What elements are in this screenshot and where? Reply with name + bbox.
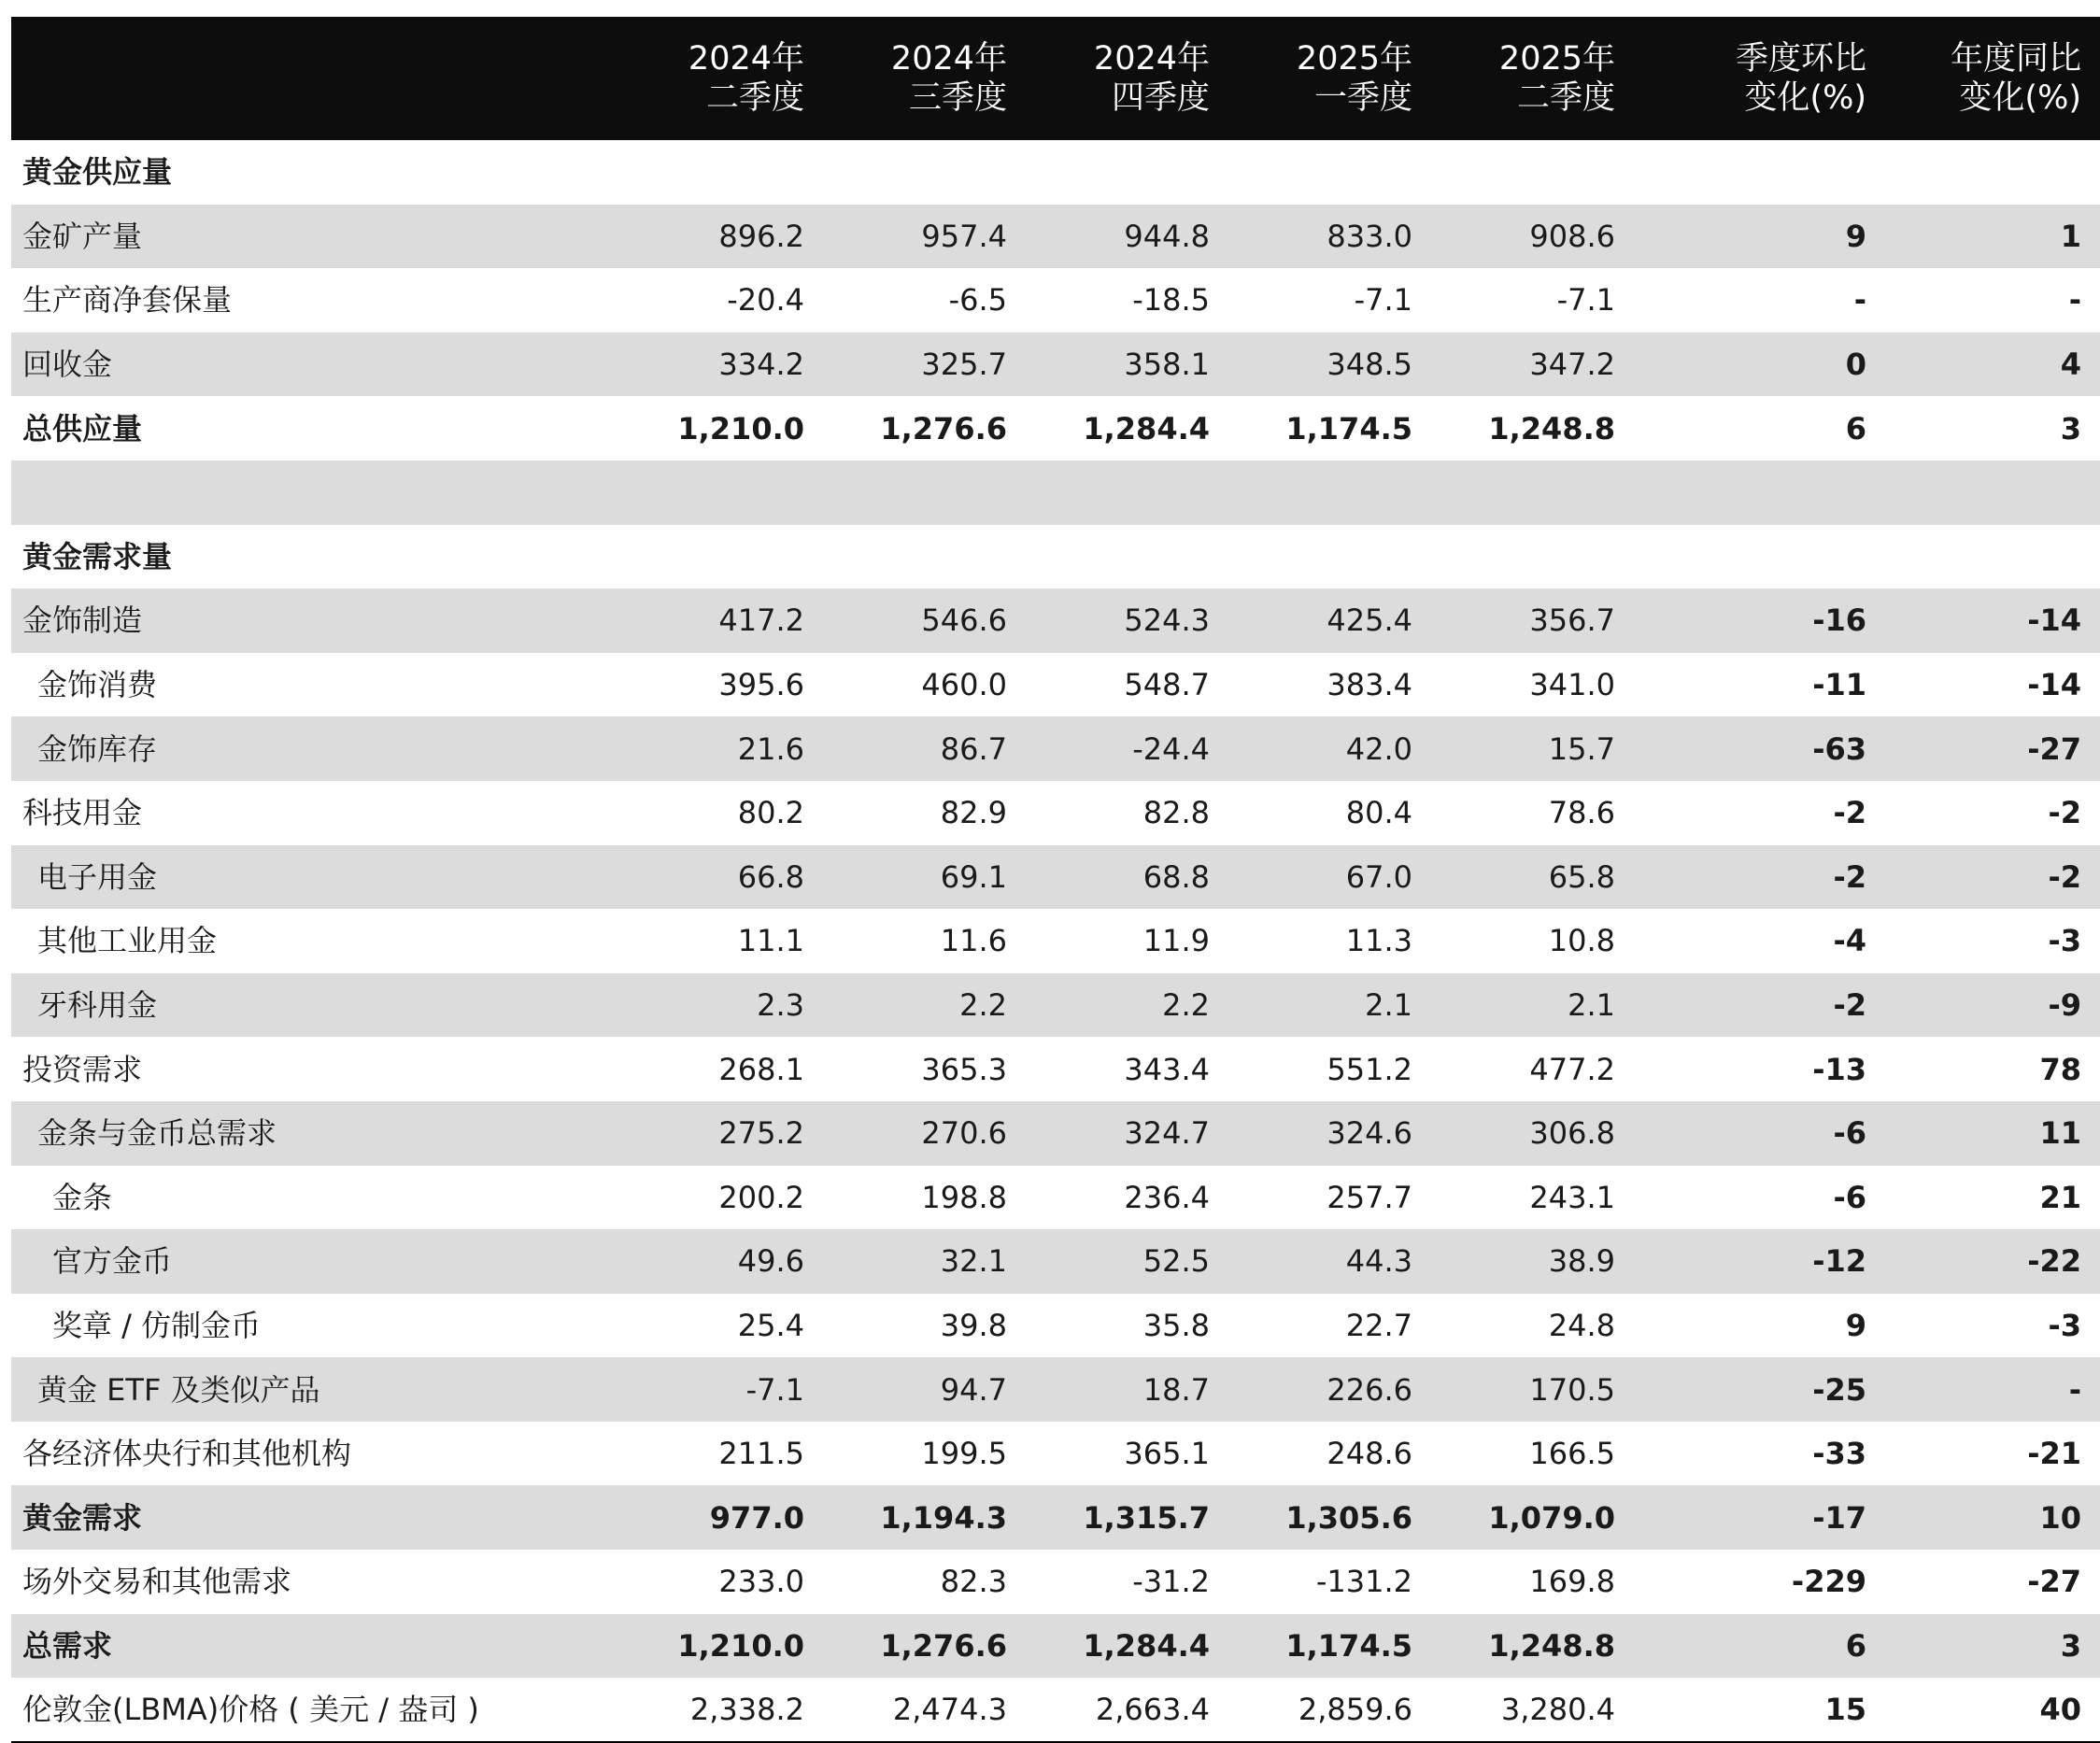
cell-2025-q1: 383.4 — [1327, 667, 1412, 703]
cell-2024-q2 — [609, 140, 812, 205]
cell-2024-q4: 1,284.4 — [1083, 1627, 1210, 1664]
cell-2025-q2: 306.8 — [1529, 1115, 1615, 1152]
cell-2025-q1: 248.6 — [1327, 1436, 1412, 1472]
cell-2024-q4: 343.4 — [1124, 1051, 1210, 1087]
row-label: 回收金 — [22, 347, 113, 383]
cell-2025-q2: 347.2 — [1529, 347, 1615, 383]
cell-2025-q2 — [1420, 525, 1623, 589]
row-label: 金条与金币总需求 — [37, 1115, 277, 1152]
cell-2024-q4: -18.5 — [1132, 282, 1210, 319]
cell-yoy-change: 3 — [2060, 410, 2081, 446]
table-row — [11, 1614, 2100, 1679]
cell-2024-q2: 896.2 — [718, 218, 804, 254]
table-row — [11, 333, 2100, 397]
cell-2024-q3: 11.6 — [940, 923, 1007, 959]
cell-2024-q4: 18.7 — [1142, 1371, 1210, 1408]
row-label: 金饰库存 — [37, 730, 158, 767]
cell-2025-q2: 24.8 — [1548, 1307, 1615, 1343]
row-label: 其他工业用金 — [37, 923, 218, 959]
cell-2025-q1: -131.2 — [1315, 1564, 1412, 1600]
table-body — [11, 140, 2100, 1742]
header-line: 2025年 — [1498, 40, 1615, 78]
cell-yoy-change: -2 — [2048, 858, 2081, 895]
row-label: 金饰制造 — [22, 602, 143, 639]
row-label: 金饰消费 — [37, 667, 158, 703]
cell-2025-q1 — [1217, 525, 1420, 589]
cell-2024-q2: 417.2 — [718, 602, 804, 639]
cell-2024-q4 — [1015, 461, 1217, 525]
header-line: 二季度 — [705, 79, 804, 117]
cell-2024-q3: 325.7 — [921, 347, 1007, 383]
cell-2024-q2: 49.6 — [737, 1243, 804, 1280]
table-row — [11, 716, 2100, 781]
cell-2025-q1: 348.5 — [1327, 347, 1412, 383]
cell-2024-q4: 68.8 — [1142, 858, 1210, 895]
cell-2024-q4: 2,663.4 — [1095, 1692, 1210, 1728]
table-row — [11, 1037, 2100, 1101]
cell-2024-q3: 94.7 — [940, 1371, 1007, 1408]
cell-2024-q3 — [812, 140, 1015, 205]
cell-2024-q3: 69.1 — [940, 858, 1007, 895]
cell-qoq-change: -4 — [1833, 923, 1866, 959]
cell-2024-q2: 275.2 — [718, 1115, 804, 1152]
cell-2024-q2: 233.0 — [718, 1564, 804, 1600]
table-row — [11, 1166, 2100, 1230]
cell-2025-q1: 425.4 — [1327, 602, 1412, 639]
header-line: 2024年 — [890, 40, 1007, 78]
cell-qoq-change: -12 — [1812, 1243, 1866, 1280]
table-row — [11, 1678, 2100, 1742]
cell-2025-q1: 257.7 — [1327, 1179, 1412, 1215]
cell-2024-q2: 66.8 — [737, 858, 804, 895]
table-row — [11, 973, 2100, 1038]
table-row — [11, 1294, 2100, 1358]
cell-2025-q1: 44.3 — [1345, 1243, 1412, 1280]
cell-2024-q3: 199.5 — [921, 1436, 1007, 1472]
cell-qoq-change: -16 — [1812, 602, 1866, 639]
cell-2024-q2: 334.2 — [718, 347, 804, 383]
header-line: 变化(%) — [1959, 79, 2081, 117]
cell-qoq-change: -2 — [1833, 987, 1866, 1024]
cell-2024-q3: 86.7 — [940, 730, 1007, 767]
cell-2024-q4: -24.4 — [1132, 730, 1210, 767]
cell-qoq-change: -13 — [1812, 1051, 1866, 1087]
cell-yoy-change: 21 — [2039, 1179, 2081, 1215]
cell-qoq-change — [1623, 525, 1887, 589]
header-line: 四季度 — [1111, 79, 1210, 117]
cell-yoy-change: -3 — [2048, 1307, 2081, 1343]
cell-yoy-change: -27 — [2027, 730, 2081, 767]
cell-2025-q2: 341.0 — [1529, 667, 1615, 703]
cell-2025-q2: 78.6 — [1548, 795, 1615, 831]
cell-2025-q1: 324.6 — [1327, 1115, 1412, 1152]
cell-2025-q2: 1,248.8 — [1488, 1627, 1615, 1664]
cell-2025-q2 — [1420, 461, 1623, 525]
cell-2025-q2: 356.7 — [1529, 602, 1615, 639]
cell-2025-q2: 15.7 — [1548, 730, 1615, 767]
cell-2024-q3 — [812, 525, 1015, 589]
cell-yoy-change: -22 — [2027, 1243, 2081, 1280]
cell-qoq-change: 6 — [1845, 410, 1866, 446]
cell-2024-q3: 39.8 — [940, 1307, 1007, 1343]
section-header-row — [11, 525, 2100, 589]
cell-qoq-change: -6 — [1833, 1179, 1866, 1215]
cell-2025-q2 — [1420, 140, 1623, 205]
cell-2025-q2: 1,248.8 — [1488, 410, 1615, 446]
row-label: 伦敦金(LBMA)价格 ( 美元 / 盎司 ) — [22, 1692, 479, 1728]
cell-yoy-change — [1887, 140, 2100, 205]
cell-2024-q3: 460.0 — [921, 667, 1007, 703]
cell-2024-q4: 35.8 — [1142, 1307, 1210, 1343]
cell-2024-q2: 200.2 — [718, 1179, 804, 1215]
header-line: 一季度 — [1313, 79, 1412, 117]
cell-qoq-change: 6 — [1845, 1627, 1866, 1664]
row-label: 金矿产量 — [22, 218, 143, 254]
header-label-cell — [11, 17, 609, 140]
cell-2024-q2: -20.4 — [727, 282, 804, 319]
cell-2024-q2: 21.6 — [737, 730, 804, 767]
row-label: 场外交易和其他需求 — [22, 1564, 292, 1600]
cell-2025-q2: 477.2 — [1529, 1051, 1615, 1087]
row-label: 投资需求 — [22, 1051, 143, 1087]
table-row — [11, 653, 2100, 717]
cell-2025-q2: 169.8 — [1529, 1564, 1615, 1600]
cell-2025-q2: 243.1 — [1529, 1179, 1615, 1215]
cell-2024-q2: 395.6 — [718, 667, 804, 703]
row-label: 各经济体央行和其他机构 — [22, 1436, 352, 1472]
cell-2024-q3: 1,194.3 — [880, 1499, 1007, 1536]
cell-2025-q1: 2,859.6 — [1298, 1692, 1412, 1728]
table-row — [11, 205, 2100, 269]
row-label: 黄金需求量 — [22, 538, 173, 574]
cell-2025-q1: 80.4 — [1345, 795, 1412, 831]
cell-qoq-change: -33 — [1812, 1436, 1866, 1472]
cell-2024-q3: 270.6 — [921, 1115, 1007, 1152]
cell-qoq-change — [1623, 461, 1887, 525]
cell-2025-q2: 65.8 — [1548, 858, 1615, 895]
cell-qoq-change: -11 — [1812, 667, 1866, 703]
cell-qoq-change: 0 — [1845, 347, 1866, 383]
cell-yoy-change: -14 — [2027, 667, 2081, 703]
cell-2024-q4: 2.2 — [1162, 987, 1210, 1024]
cell-yoy-change: -21 — [2027, 1436, 2081, 1472]
cell-2024-q2 — [609, 525, 812, 589]
row-label: 奖章 / 仿制金币 — [52, 1307, 262, 1343]
row-label: 黄金需求 — [22, 1499, 143, 1536]
cell-2025-q2: 3,280.4 — [1500, 1692, 1615, 1728]
row-label: 黄金 ETF 及类似产品 — [37, 1371, 320, 1408]
cell-2024-q4: 365.1 — [1124, 1436, 1210, 1472]
cell-yoy-change: 11 — [2039, 1115, 2081, 1152]
cell-yoy-change: 10 — [2039, 1499, 2081, 1536]
cell-2025-q2: 2.1 — [1568, 987, 1615, 1024]
cell-qoq-change: 15 — [1824, 1692, 1866, 1728]
cell-yoy-change: 1 — [2060, 218, 2081, 254]
table-row — [11, 845, 2100, 910]
cell-2025-q1: 833.0 — [1327, 218, 1412, 254]
cell-yoy-change: 3 — [2060, 1627, 2081, 1664]
cell-2024-q2: 211.5 — [718, 1436, 804, 1472]
row-label — [11, 461, 609, 525]
cell-2024-q4: 358.1 — [1124, 347, 1210, 383]
header-2025-q1 — [1217, 17, 1420, 140]
header-yoy-change — [1887, 17, 2100, 140]
cell-2025-q2: 1,079.0 — [1488, 1499, 1615, 1536]
cell-2025-q2: 38.9 — [1548, 1243, 1615, 1280]
cell-2025-q1: 42.0 — [1345, 730, 1412, 767]
gold-supply-demand-table-container — [11, 17, 2081, 1743]
cell-yoy-change: 40 — [2039, 1692, 2081, 1728]
header-2025-q2 — [1420, 17, 1623, 140]
cell-qoq-change: -2 — [1833, 858, 1866, 895]
cell-2025-q2: 170.5 — [1529, 1371, 1615, 1408]
cell-2024-q2: 268.1 — [718, 1051, 804, 1087]
row-label: 官方金币 — [52, 1243, 173, 1280]
cell-2024-q2: 2,338.2 — [689, 1692, 804, 1728]
row-label: 电子用金 — [37, 858, 158, 895]
cell-2024-q3: 82.9 — [940, 795, 1007, 831]
cell-yoy-change: -2 — [2048, 795, 2081, 831]
cell-2024-q2: 1,210.0 — [677, 410, 804, 446]
cell-2024-q4: 548.7 — [1124, 667, 1210, 703]
header-qoq-change — [1623, 17, 1887, 140]
cell-2024-q3: 32.1 — [940, 1243, 1007, 1280]
header-line: 年度同比 — [1950, 40, 2081, 78]
table-row — [11, 588, 2100, 653]
header-2024-q3 — [812, 17, 1015, 140]
cell-2025-q2: -7.1 — [1556, 282, 1615, 319]
header-line: 2025年 — [1296, 40, 1412, 78]
cell-2024-q4: 524.3 — [1124, 602, 1210, 639]
cell-yoy-change: -27 — [2027, 1564, 2081, 1600]
table-row — [11, 781, 2100, 845]
spacer-row — [11, 461, 2100, 525]
cell-2024-q4: 52.5 — [1142, 1243, 1210, 1280]
cell-2024-q4: 944.8 — [1124, 218, 1210, 254]
header-line: 三季度 — [908, 79, 1007, 117]
cell-2024-q4: 236.4 — [1124, 1179, 1210, 1215]
cell-2025-q1: 1,174.5 — [1285, 410, 1412, 446]
cell-2025-q1: 226.6 — [1327, 1371, 1412, 1408]
row-label: 黄金供应量 — [22, 154, 173, 191]
cell-2024-q2: 977.0 — [709, 1499, 804, 1536]
cell-2024-q3: 82.3 — [940, 1564, 1007, 1600]
cell-2024-q3: 957.4 — [921, 218, 1007, 254]
cell-2025-q2: 908.6 — [1529, 218, 1615, 254]
table-row — [11, 268, 2100, 333]
cell-2024-q2: 2.3 — [757, 987, 804, 1024]
cell-yoy-change: - — [2068, 282, 2081, 319]
cell-qoq-change: -63 — [1812, 730, 1866, 767]
cell-qoq-change: -229 — [1791, 1564, 1866, 1600]
cell-2024-q3: 2,474.3 — [892, 1692, 1007, 1728]
cell-2025-q1: -7.1 — [1354, 282, 1412, 319]
cell-2025-q2: 166.5 — [1529, 1436, 1615, 1472]
cell-2024-q4: 1,315.7 — [1083, 1499, 1210, 1536]
cell-qoq-change: -6 — [1833, 1115, 1866, 1152]
cell-2024-q3: 1,276.6 — [880, 410, 1007, 446]
cell-yoy-change: - — [2068, 1371, 2081, 1408]
cell-2024-q2: 1,210.0 — [677, 1627, 804, 1664]
cell-2024-q2: 11.1 — [737, 923, 804, 959]
cell-2025-q1 — [1217, 461, 1420, 525]
cell-qoq-change — [1623, 140, 1887, 205]
row-label: 生产商净套保量 — [22, 282, 233, 319]
cell-yoy-change: 78 — [2039, 1051, 2081, 1087]
cell-2024-q4 — [1015, 140, 1217, 205]
table-row — [11, 1357, 2100, 1422]
header-2024-q4 — [1015, 17, 1217, 140]
header-line: 2024年 — [1093, 40, 1210, 78]
cell-yoy-change: -9 — [2048, 987, 2081, 1024]
cell-qoq-change: -25 — [1812, 1371, 1866, 1408]
cell-2024-q2: -7.1 — [745, 1371, 804, 1408]
cell-2024-q3: -6.5 — [948, 282, 1007, 319]
table-header-row — [11, 17, 2100, 140]
cell-2024-q2: 25.4 — [737, 1307, 804, 1343]
cell-2024-q3: 365.3 — [921, 1051, 1007, 1087]
table-row — [11, 1101, 2100, 1166]
cell-2024-q4: 11.9 — [1142, 923, 1210, 959]
cell-2025-q1: 67.0 — [1345, 858, 1412, 895]
cell-2024-q3 — [812, 461, 1015, 525]
header-2024-q2 — [609, 17, 812, 140]
cell-2025-q1: 1,305.6 — [1285, 1499, 1412, 1536]
header-line: 变化(%) — [1744, 79, 1866, 117]
cell-yoy-change — [1887, 525, 2100, 589]
table-row — [11, 1422, 2100, 1486]
gold-supply-demand-table — [11, 17, 2100, 1743]
header-line: 二季度 — [1516, 79, 1615, 117]
cell-2024-q2: 80.2 — [737, 795, 804, 831]
cell-2025-q1: 1,174.5 — [1285, 1627, 1412, 1664]
cell-2024-q4: -31.2 — [1132, 1564, 1210, 1600]
cell-2024-q4: 324.7 — [1124, 1115, 1210, 1152]
row-label: 金条 — [52, 1179, 113, 1215]
cell-2025-q1: 551.2 — [1327, 1051, 1412, 1087]
cell-qoq-change: -17 — [1812, 1499, 1866, 1536]
cell-qoq-change: 9 — [1845, 218, 1866, 254]
header-line: 季度环比 — [1735, 40, 1866, 78]
table-row — [11, 396, 2100, 461]
row-label: 总供应量 — [22, 410, 143, 446]
cell-2025-q1: 2.1 — [1365, 987, 1412, 1024]
row-label: 科技用金 — [22, 795, 143, 831]
cell-2024-q4: 82.8 — [1142, 795, 1210, 831]
table-row — [11, 909, 2100, 973]
cell-2024-q3: 1,276.6 — [880, 1627, 1007, 1664]
cell-2025-q2: 10.8 — [1548, 923, 1615, 959]
cell-2025-q1 — [1217, 140, 1420, 205]
section-header-row — [11, 140, 2100, 205]
cell-qoq-change: - — [1853, 282, 1866, 319]
cell-qoq-change: -2 — [1833, 795, 1866, 831]
cell-2024-q2 — [609, 461, 812, 525]
cell-qoq-change: 9 — [1845, 1307, 1866, 1343]
cell-2024-q3: 198.8 — [921, 1179, 1007, 1215]
cell-yoy-change: -14 — [2027, 602, 2081, 639]
cell-2025-q1: 11.3 — [1345, 923, 1412, 959]
table-row — [11, 1229, 2100, 1294]
cell-2024-q3: 2.2 — [959, 987, 1007, 1024]
cell-yoy-change: -3 — [2048, 923, 2081, 959]
cell-2025-q1: 22.7 — [1345, 1307, 1412, 1343]
cell-yoy-change — [1887, 461, 2100, 525]
table-row — [11, 1485, 2100, 1550]
cell-2024-q4: 1,284.4 — [1083, 410, 1210, 446]
cell-yoy-change: 4 — [2060, 347, 2081, 383]
cell-2024-q3: 546.6 — [921, 602, 1007, 639]
cell-2024-q4 — [1015, 525, 1217, 589]
row-label: 总需求 — [22, 1627, 113, 1664]
header-line: 2024年 — [688, 40, 804, 78]
table-row — [11, 1550, 2100, 1614]
row-label: 牙科用金 — [37, 987, 158, 1024]
